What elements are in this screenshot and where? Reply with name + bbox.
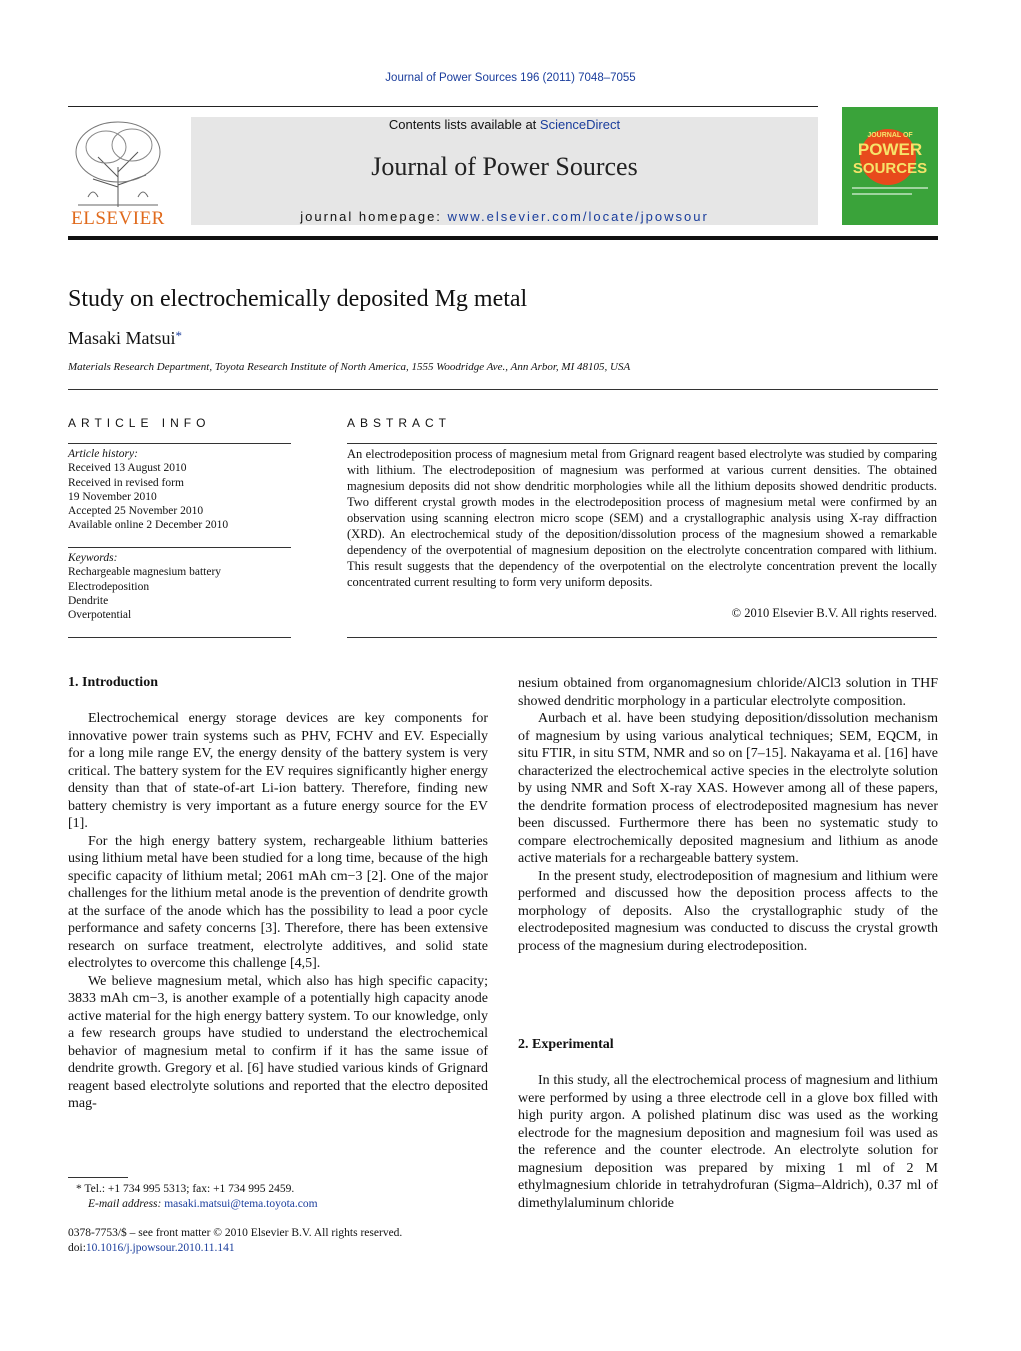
article-info-rule [68,443,291,444]
doi-label: doi: [68,1242,86,1254]
keyword: Rechargeable magnesium battery [68,566,222,579]
keywords-label: Keywords: [68,552,118,564]
keywords [68,551,291,622]
abstract-rule [347,443,937,444]
abstract-label: ABSTRACT [347,416,452,430]
sciencedirect-link[interactable]: ScienceDirect [539,117,621,132]
abstract-bottom-rule [347,637,937,638]
journal-cover[interactable] [842,107,938,225]
footnote-tel: * Tel.: +1 734 995 5313; fax: +1 734 995 2459. [76,1183,295,1195]
title-rule [68,389,938,390]
svg-text:POWER: POWER [857,140,923,159]
corresponding-author-mark[interactable]: * [175,328,182,343]
paragraph: We believe magnesium metal, which also has high specific capacity; 3833 mAh cm−3, is another example of a potentially high capacity anode active material for the high energy battery system. To our knowledge, only a few research groups have studied to understand the electrochemical behavior of magnesium metal to confirm if it has the same issue of dendrite growth. Gregory et al. [6] have studied various kinds of Grignard reagent based electrolyte solutions and reported that the electro deposited mag- [68,973,488,1111]
experimental-column [518,1072,938,1212]
keyword: Electrodeposition [68,580,150,593]
keyword: Overpotential [68,609,132,622]
homepage-link[interactable]: www.elsevier.com/locate/jpowsour [447,209,709,224]
paragraph: Aurbach et al. have been studying deposition/dissolution mechanism of magnesium by using various analytical techniques; SEM, EQCM, in situ FTIR, in situ STM, NMR and so on [7–15]. Nakayama et al. [16] have characterized the electrochemical active species in the electrolyte solution by using NMR and Soft X-ray XAS. However among all of these papers, the dendrite formation process of electrodeposited magnesium has never been discussed. Furthermore there has been no systematic study to compare electrochemically deposited magnesium and lithium as anode active materials for a rechargeable battery system. [518,711,938,866]
email-label: E-mail address: [88,1198,165,1210]
svg-text:SOURCES: SOURCES [852,160,928,177]
contents-prefix: Contents lists available at [388,117,540,132]
article-info-label: ARTICLE INFO [68,416,211,430]
abstract-copyright: © 2010 Elsevier B.V. All rights reserved. [731,606,937,620]
keywords-rule [68,547,291,548]
top-rule [68,106,818,107]
author-name[interactable]: Masaki Matsui [68,328,176,348]
keyword: Dendrite [68,594,109,607]
section-heading-introduction: 1. Introduction [68,675,158,690]
front-matter-info [68,1226,498,1256]
homepage-prefix: journal homepage: [300,209,448,224]
paragraph: In the present study, electrodeposition of magnesium and lithium were performed and discussed how the deposition process affects to the morphology of deposits. Also the crystallographic study of the electrodeposited magnesium was conducted to discuss the crystal growth process of the magnesium during electrodeposition. [518,868,938,954]
contents-line [191,117,818,132]
article-info-bottom-rule [68,637,291,638]
header-thick-rule [68,236,938,240]
doi-line [68,1241,498,1256]
elsevier-wordmark: ELSEVIER [71,208,165,229]
journal-citation[interactable]: Journal of Power Sources 196 (2011) 7048–7055 [385,72,636,84]
article-title: Study on electrochemically deposited Mg metal [68,286,528,312]
issn-line: 0378-7753/$ – see front matter © 2010 Elsevier B.V. All rights reserved. [68,1227,403,1239]
history-item: Received in revised form [68,476,184,489]
history-item: Received 13 August 2010 [68,462,187,475]
paragraph: For the high energy battery system, rechargeable lithium batteries using lithium metal have been studied for a long time, because of the high specific capacity of lithium metal; 2061 mAh cm−3 [2]. One of the major challenges for the lithium metal anode is the prevention of dendrite growth at the surface of the anode which has the possibility to lead a poor cycle performance and safety concerns [3]. Therefore, there has been extensive research on surface treatment, electrolyte additives, and solid state electrolytes to overcome this challenge [4,5]. [68,833,488,971]
doi-link[interactable]: 10.1016/j.jpowsour.2010.11.141 [85,1242,235,1254]
affiliation: Materials Research Department, Toyota Research Institute of North America, 1555 Woodridge Ave., Ann Arbor, MI 48105, USA [68,361,631,373]
svg-text:JOURNAL OF: JOURNAL OF [867,132,913,139]
footnote-contact [76,1182,486,1212]
history-item: Available online 2 December 2010 [68,519,229,532]
history-item: 19 November 2010 [68,490,157,503]
footnote-rule [68,1177,128,1178]
abstract-text: An electrodeposition process of magnesium metal from Grignard reagent based electrolyte was studied by comparing with lithium. The electrodeposition of magnesium was performed at various current densities. The obtained magnesium deposits did not show dendritic morphologies while all the lithium deposits showed dendritic products. Two different crystal growth modes in the electrodeposition process of magnesium metal were confirmed by an observation using scanning electron micro scope (SEM) and a crystallographic analysis using X-ray diffraction (XRD). An electrochemical study of the deposition/dissolution process of the magnesium showed a remarkable dependency of the overpotential of magnesium deposition on the electrolyte concentration compared with lithium. This result suggests that the dependency of the overpotential on the electrolyte concentration prevent the locally concentrated current resulting to form very uniform deposits. [347,447,937,589]
right-column [518,675,938,955]
section-heading-experimental: 2. Experimental [518,1037,614,1052]
paragraph: Electrochemical energy storage devices are key components for innovative power train systems such as PHV, FCHV and EV. Especially for a long mile range EV, the energy density of the battery system is very critical. The battery system for the EV requires significantly higher energy density than that of state-of-art Li-ion battery. Therefore, finding new battery chemistry is very important as a future energy source for the EV [1]. [68,711,488,831]
journal-homepage [191,209,818,224]
email-link[interactable]: masaki.matsui@tema.toyota.com [164,1198,318,1210]
history-label: Article history: [68,448,138,460]
paragraph: In this study, all the electrochemical process of magnesium and lithium were performed by using a three electrode cell in a glove box filled with high purity argon. A polished platinum disc was used as the working electrode for the magnesium deposition and magnesium foil was used as the reference and the counter electrode. An electrolyte solution for magnesium deposition was prepared by mixing 1 ml of 2 M ethylmagnesium chloride in tetrahydrofuran (Sigma–Aldrich), 0.37 ml of dimethylaluminum chloride [518,1073,938,1211]
journal-name: Journal of Power Sources [371,152,638,181]
paragraph: nesium obtained from organomagnesium chloride/AlCl3 solution in THF showed dendritic morphology in a particular electrolyte composition. [518,676,938,709]
author-line [68,328,182,349]
history-item: Accepted 25 November 2010 [68,505,204,518]
article-history [68,447,291,533]
left-column [68,710,488,1113]
footnote-email-line [76,1197,486,1212]
